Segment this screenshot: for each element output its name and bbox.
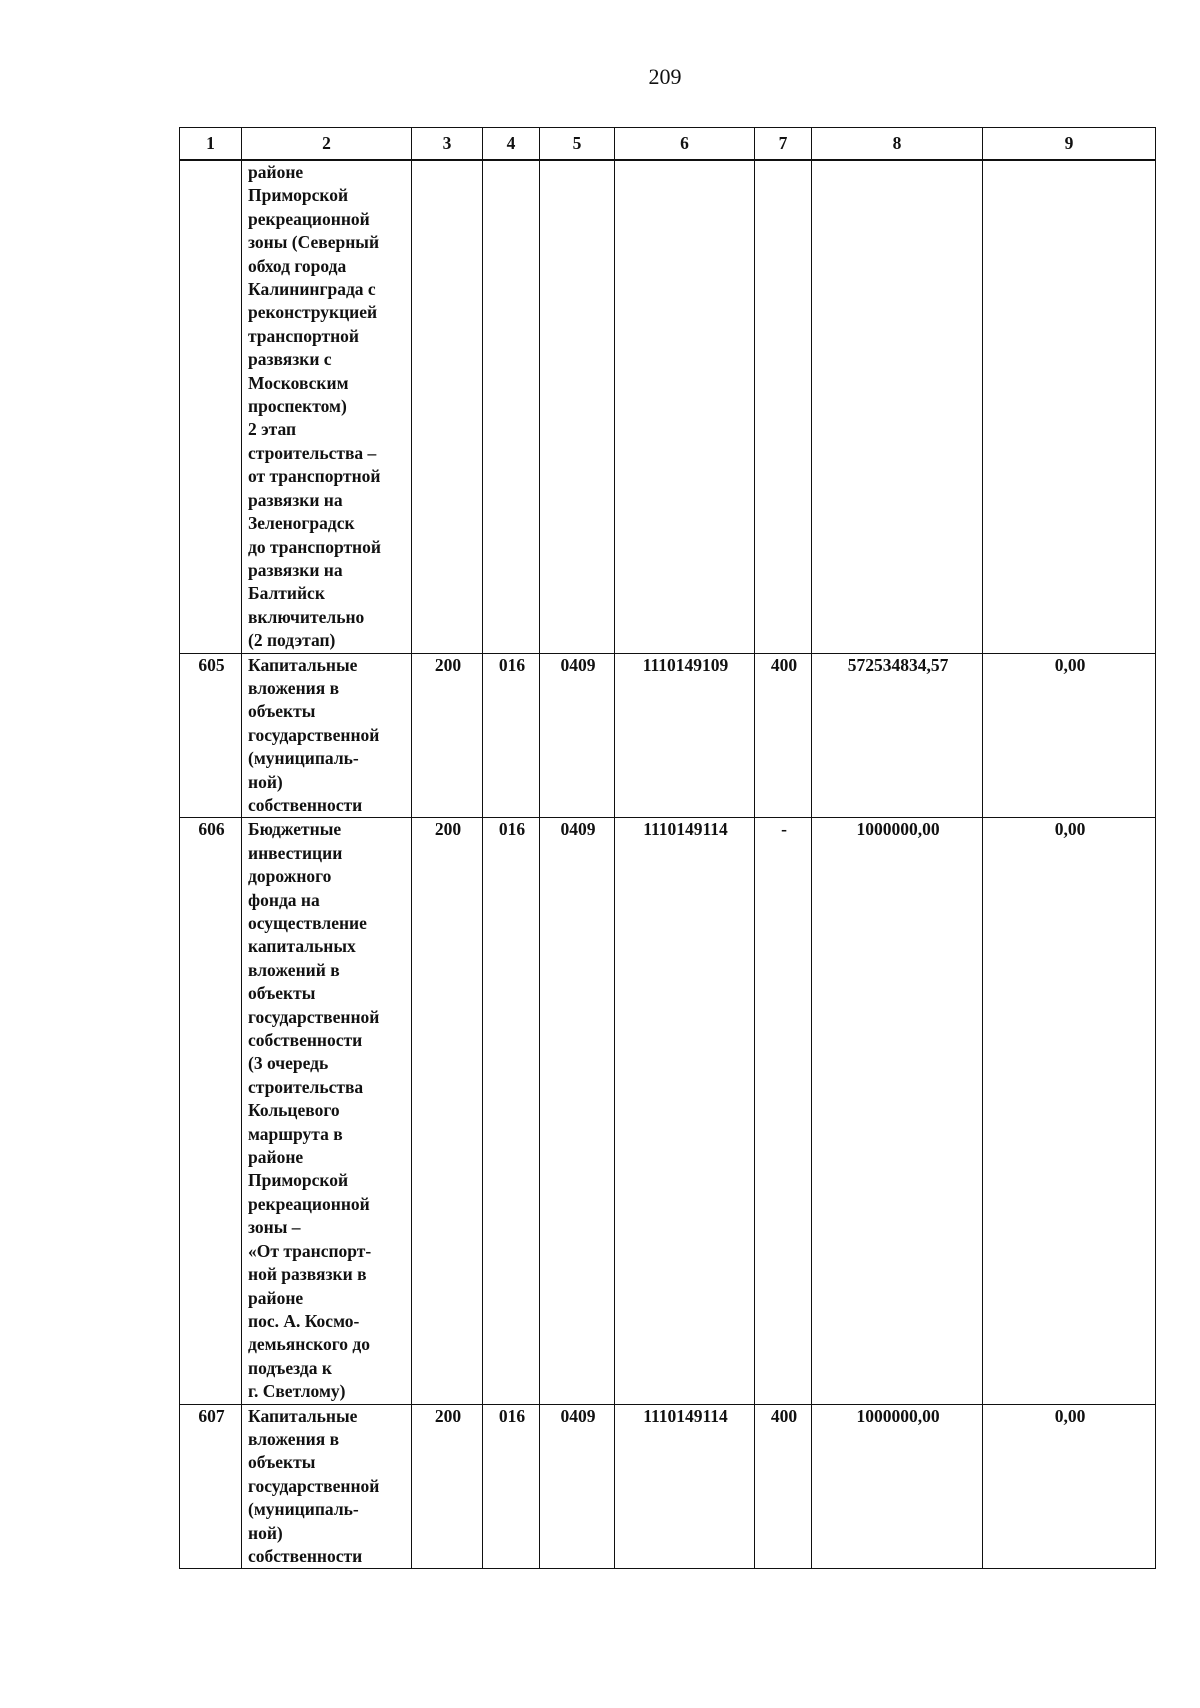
cell-col6: 1110149114 [615,818,755,1404]
cell-col3: 200 [412,818,483,1404]
cell-col7 [755,160,812,653]
cell-col6: 1110149109 [615,653,755,818]
cell-col4: 016 [483,1404,540,1569]
row-name: Бюджетные инвестиции дорожного фонда на осуществление капитальных вложений в объекты государственной собственности (3 очередь строительства Кольцевого маршрута в районе Приморской рекреационной зоны – «От транспорт- ной развязки в районе пос. А. Космо- демьянского до подъезда к г. Светлому) [242,818,412,1404]
cell-col8: 572534834,57 [812,653,983,818]
budget-table [179,127,1156,1569]
row-number: 605 [180,653,242,818]
cell-col6 [615,160,755,653]
cell-col3 [412,160,483,653]
cell-col9: 0,00 [983,653,1156,818]
column-header: 8 [812,128,983,161]
cell-col8: 1000000,00 [812,1404,983,1569]
row-number: 606 [180,818,242,1404]
cell-col8: 1000000,00 [812,818,983,1404]
cell-col4: 016 [483,818,540,1404]
table-row [180,653,1156,818]
table-row [180,1404,1156,1569]
column-header: 2 [242,128,412,161]
row-name: Капитальные вложения в объекты государственной (муниципаль- ной) собственности [242,1404,412,1569]
cell-col7: 400 [755,653,812,818]
column-header: 9 [983,128,1156,161]
cell-col7: 400 [755,1404,812,1569]
cell-col8 [812,160,983,653]
header-row [180,128,1156,161]
column-header: 4 [483,128,540,161]
column-header: 7 [755,128,812,161]
cell-col9: 0,00 [983,818,1156,1404]
row-name: районе Приморской рекреационной зоны (Северный обход города Калининграда с реконструкцией транспортной развязки с Московским проспектом) 2 этап строительства – от транспортной развязки на Зеленоградск до транспортной развязки на Балтийск включительно (2 подэтап) [242,160,412,653]
column-header: 3 [412,128,483,161]
cell-col3: 200 [412,653,483,818]
row-number: 607 [180,1404,242,1569]
table-row [180,160,1156,653]
cell-col5: 0409 [540,818,615,1404]
cell-col5 [540,160,615,653]
cell-col6: 1110149114 [615,1404,755,1569]
column-header: 5 [540,128,615,161]
cell-col9 [983,160,1156,653]
cell-col4: 016 [483,653,540,818]
row-number [180,160,242,653]
table-row [180,818,1156,1404]
cell-col3: 200 [412,1404,483,1569]
page-number: 209 [648,64,682,89]
cell-col5: 0409 [540,1404,615,1569]
row-name: Капитальные вложения в объекты государственной (муниципаль- ной) собственности [242,653,412,818]
column-header: 1 [180,128,242,161]
cell-col7: - [755,818,812,1404]
cell-col5: 0409 [540,653,615,818]
cell-col9: 0,00 [983,1404,1156,1569]
cell-col4 [483,160,540,653]
column-header: 6 [615,128,755,161]
